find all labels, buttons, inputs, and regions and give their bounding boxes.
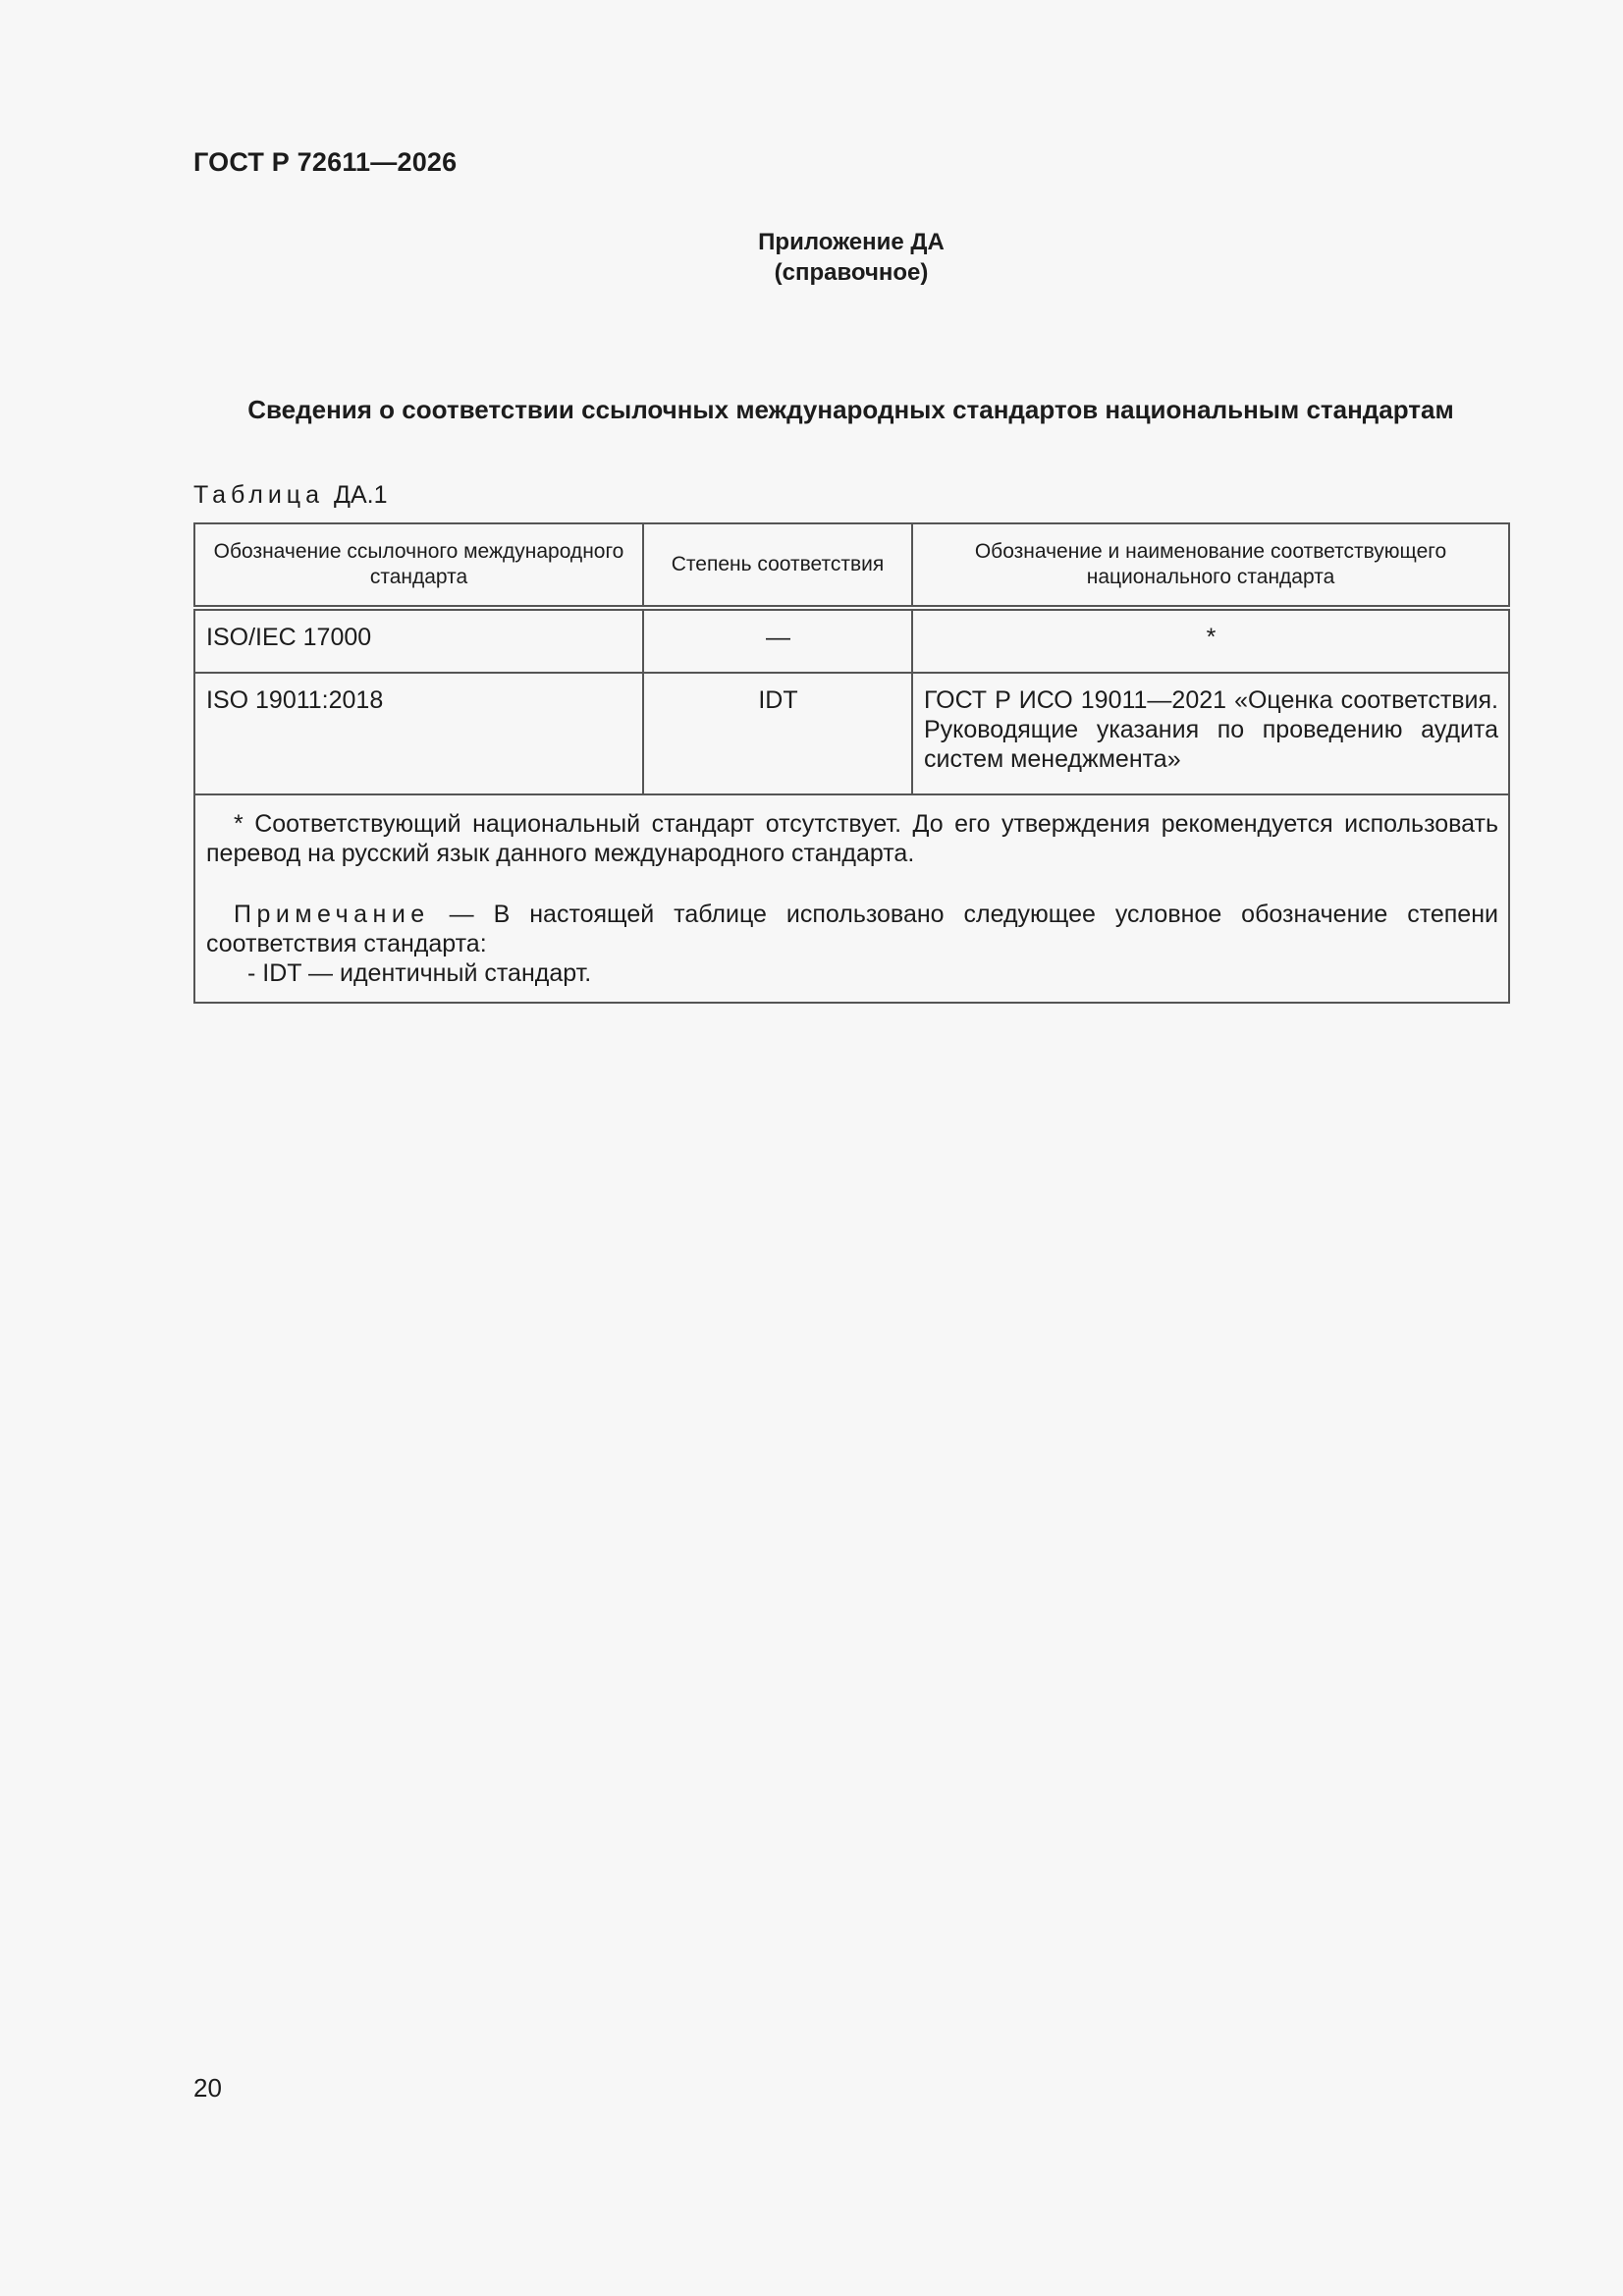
note-item-text: - IDT — идентичный стандарт. bbox=[247, 959, 592, 987]
cell-national: * bbox=[912, 608, 1509, 673]
note-label: Примечание bbox=[234, 901, 430, 928]
table-caption-number: ДА.1 bbox=[334, 481, 388, 509]
document-code: ГОСТ Р 72611—2026 bbox=[193, 147, 458, 177]
cell-designation: ISO/IEC 17000 bbox=[194, 608, 643, 673]
table-row bbox=[194, 608, 1509, 673]
header-national: Обозначение и наименование соответствующего национального стандарта bbox=[912, 523, 1509, 608]
table-header-row bbox=[194, 523, 1509, 608]
table-footnote-cell bbox=[194, 794, 1509, 1003]
cell-designation: ISO 19011:2018 bbox=[194, 673, 643, 794]
table-row bbox=[194, 673, 1509, 794]
cell-degree: — bbox=[643, 608, 912, 673]
table-caption bbox=[193, 481, 388, 510]
reference-standards-table bbox=[193, 522, 1510, 1004]
footnote-text: * Соответствующий национальный стандарт отсутствует. До его утверждения рекомендуется использовать перевод на русский язык данного международного стандарта. bbox=[206, 810, 1498, 867]
appendix-subtitle: (справочное) bbox=[774, 259, 929, 286]
note-list-item bbox=[206, 958, 1498, 988]
page-number: 20 bbox=[193, 2073, 222, 2103]
cell-national: ГОСТ Р ИСО 19011—2021 «Оценка соответствия. Руководящие указания по проведению аудита систем менеджмента» bbox=[912, 673, 1509, 794]
note-text: — В настоящей таблице использовано следующее условное обозначение степени соответствия стандарта: bbox=[206, 901, 1498, 957]
table-caption-word: Таблица bbox=[193, 481, 325, 509]
table-footnote-row bbox=[194, 794, 1509, 1003]
appendix-title: Приложение ДА bbox=[758, 229, 945, 255]
header-designation: Обозначение ссылочного международного стандарта bbox=[194, 523, 643, 608]
note-paragraph bbox=[206, 900, 1498, 958]
header-degree: Степень соответствия bbox=[643, 523, 912, 608]
section-title: Сведения о соответствии ссылочных международных стандартов национальным стандартам bbox=[247, 395, 1454, 424]
cell-degree: IDT bbox=[643, 673, 912, 794]
